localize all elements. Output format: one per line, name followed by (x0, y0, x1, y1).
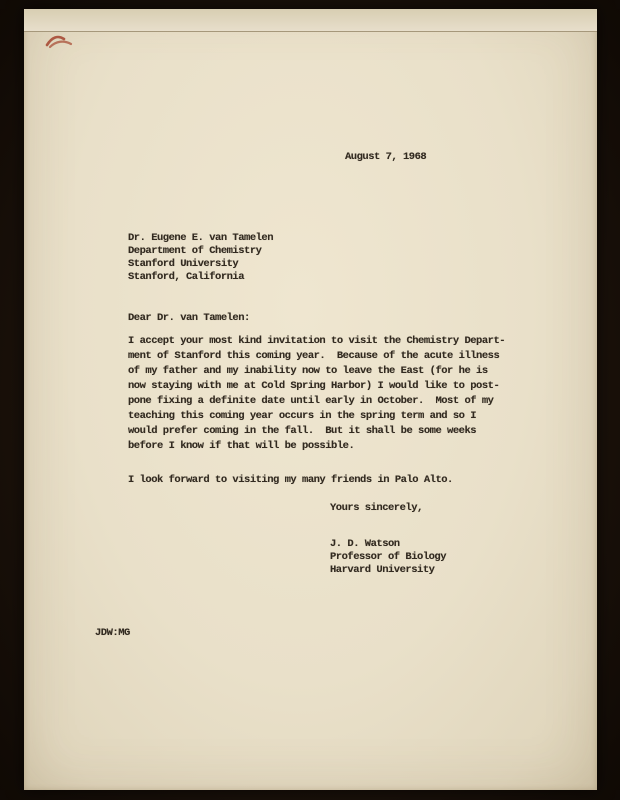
recipient-address (128, 232, 273, 284)
recipient-name: Dr. Eugene E. van Tamelen (128, 232, 274, 244)
closing: Yours sincerely, (330, 502, 423, 514)
body-line: of my father and my inability now to leave the East (for he is (128, 365, 488, 377)
letter-date: August 7, 1968 (345, 151, 427, 163)
recipient-city: Stanford, California (128, 271, 245, 283)
salutation: Dear Dr. van Tamelen: (128, 312, 250, 324)
body-paragraph-1 (128, 334, 505, 454)
signature-org: Harvard University (330, 564, 435, 576)
body-line: I accept your most kind invitation to visit the Chemistry Depart- (128, 335, 506, 347)
rust-stain-mark (44, 31, 78, 51)
signature-name: J. D. Watson (330, 538, 400, 550)
signature-block (330, 538, 446, 577)
body-line: before I know if that will be possible. (128, 440, 355, 452)
recipient-institution: Stanford University (128, 258, 239, 270)
letter-page (24, 9, 597, 790)
body-line: now staying with me at Cold Spring Harbor) I would like to post- (128, 380, 500, 392)
body-line: teaching this coming year occurs in the spring term and so I (128, 410, 477, 422)
body-line: ment of Stanford this coming year. Because of the acute illness (128, 350, 500, 362)
recipient-department: Department of Chemistry (128, 245, 262, 257)
paper-top-edge-crease (24, 9, 597, 32)
typist-reference: JDW:MG (95, 627, 130, 639)
signature-title: Professor of Biology (330, 551, 447, 563)
body-line: pone fixing a definite date until early in October. Most of my (128, 395, 494, 407)
body-paragraph-2: I look forward to visiting my many friends in Palo Alto. (128, 474, 453, 486)
body-line: would prefer coming in the fall. But it shall be some weeks (128, 425, 477, 437)
